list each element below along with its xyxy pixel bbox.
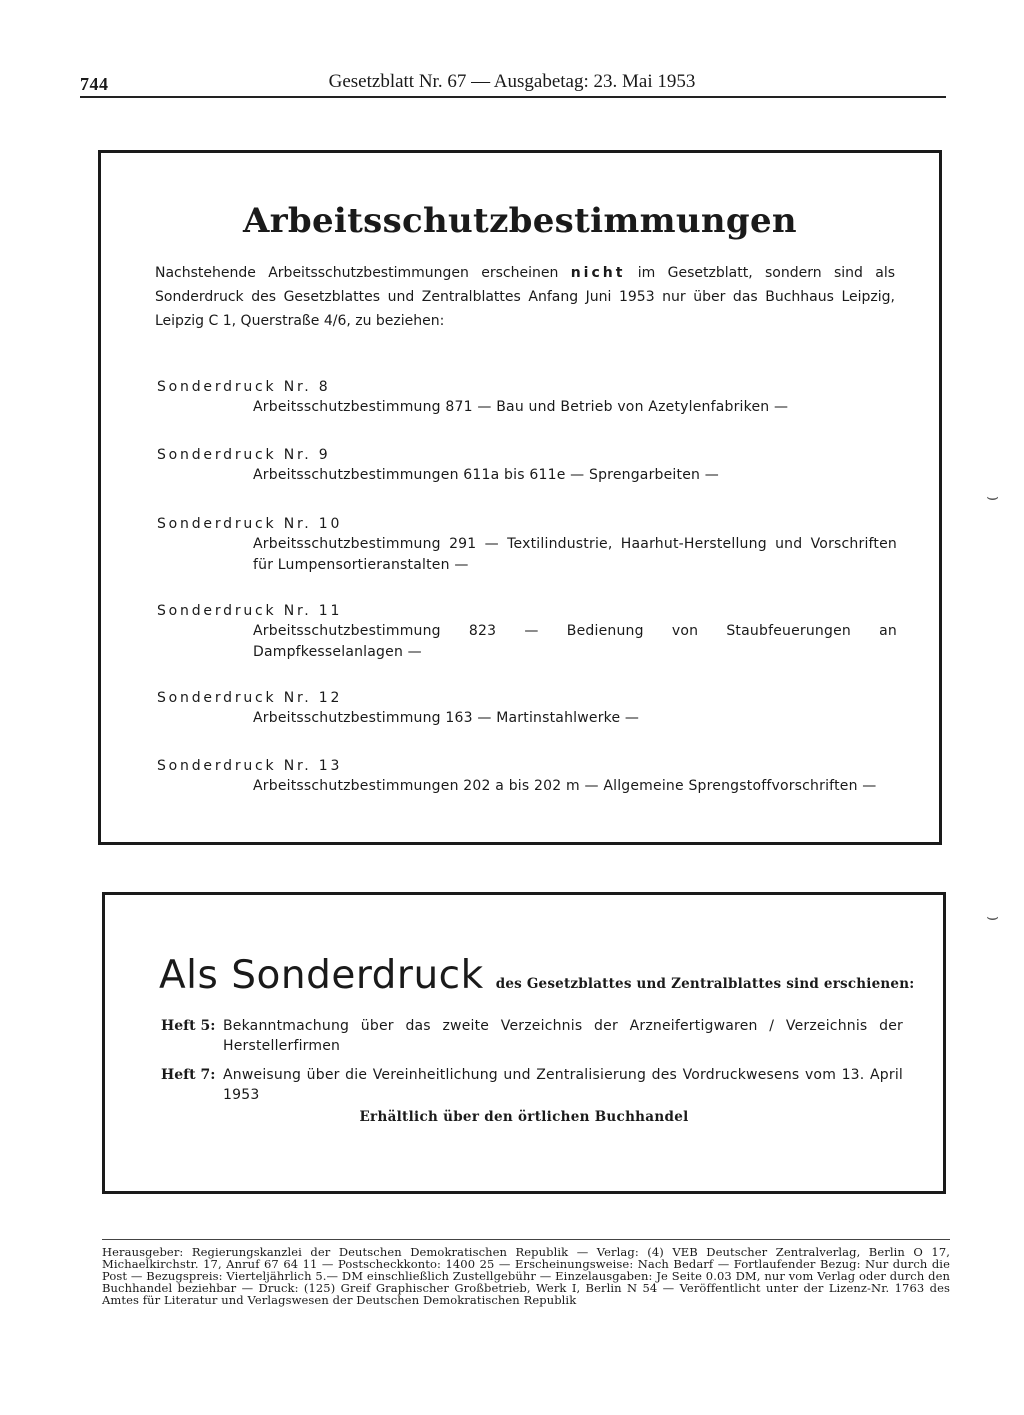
special-print-description: Arbeitsschutzbestimmung 823 — Bedienung von Staubfeuerungen an Dampfkesselanlagen — <box>253 623 897 660</box>
special-print-entry <box>157 377 897 418</box>
header-rule <box>80 96 946 98</box>
issue-label: Heft 5: <box>161 1018 216 1034</box>
special-print-label: Sonderdruck Nr. 8 <box>157 379 331 395</box>
special-print-entry <box>157 688 897 729</box>
intro-text-before: Nachstehende Arbeitsschutzbestimmungen erscheinen <box>155 265 559 281</box>
special-print-description: Arbeitsschutzbestimmung 871 — Bau und Betrieb von Azetylenfabriken — <box>253 399 789 415</box>
safety-regulations-notice <box>98 150 942 845</box>
issue-label: Heft 7: <box>161 1067 216 1083</box>
margin-mark: ⌣ <box>986 904 1000 928</box>
special-print-label: Sonderdruck Nr. 13 <box>157 758 343 774</box>
special-print-description: Arbeitsschutzbestimmungen 202 a bis 202 m — Allgemeine Sprengstoffvorschriften — <box>253 778 877 794</box>
issue-entry <box>161 1065 903 1105</box>
announcement-heading-small: des Gesetzblattes und Zentralblattes sind erschienen: <box>495 976 915 992</box>
issue-entry <box>161 1016 903 1056</box>
running-header: Gesetzblatt Nr. 67 — Ausgabetag: 23. Mai 1953 <box>328 71 696 92</box>
footer-rule <box>102 1239 950 1240</box>
special-print-announcement <box>102 892 946 1194</box>
intro-text-after: im Gesetzblatt, sondern sind als Sonderdruck des Gesetzblattes und Zentralblattes Anfang Juni 1953 nur über das Buchhaus Leipzig, Leipzig C 1, Querstraße 4/6, zu beziehen: <box>155 265 896 329</box>
special-print-description: Arbeitsschutzbestimmung 291 — Textilindustrie, Haarhut-Herstellung und Vorschriften für Lumpensortieranstalten — <box>253 536 897 573</box>
announcement-heading <box>159 953 914 998</box>
notice-title: Arbeitsschutzbestimmungen <box>243 201 797 241</box>
special-print-entry <box>157 756 897 797</box>
notice-intro <box>155 261 895 333</box>
availability-note: Erhältlich über den örtlichen Buchhandel <box>359 1109 689 1125</box>
special-print-label: Sonderdruck Nr. 9 <box>157 447 331 463</box>
special-print-entry <box>157 514 897 576</box>
special-print-label: Sonderdruck Nr. 10 <box>157 516 343 532</box>
special-print-entry <box>157 601 897 663</box>
special-print-description: Arbeitsschutzbestimmungen 611a bis 611e — Sprengarbeiten — <box>253 467 719 483</box>
margin-mark: ⌣ <box>986 484 1000 508</box>
page-number: 744 <box>80 74 109 94</box>
issue-text: Bekanntmachung über das zweite Verzeichnis der Arzneifertigwaren / Verzeichnis der Herstellerfirmen <box>223 1018 903 1054</box>
special-print-entry <box>157 445 897 486</box>
intro-emphasis: nicht <box>570 265 626 281</box>
special-print-description: Arbeitsschutzbestimmung 163 — Martinstahlwerke — <box>253 710 640 726</box>
issue-text: Anweisung über die Vereinheitlichung und Zentralisierung des Vordruckwesens vom 13. April 1953 <box>223 1067 903 1103</box>
announcement-heading-large: Als Sonderdruck <box>159 953 484 998</box>
publisher-imprint: Herausgeber: Regierungskanzlei der Deutschen Demokratischen Republik — Verlag: (4) VEB Deutscher Zentralverlag, Berlin O 17, Michaelkirchstr. 17, Anruf 67 64 11 — Postscheckkonto: 1400 25 — Erscheinungsweise: Nach Bedarf — Fortlaufender Bezug: Nur durch die Post — Bezugspreis: Vierteljährlich 5.— DM einschließlich Zustellgebühr — Einzelausgaben: Je Seite 0.03 DM, nur vom Verlag oder durch den Buchhandel beziehbar — Druck: (125) Greif Graphischer Großbetrieb, Werk I, Berlin N 54 — Veröffentlicht unter der Lizenz-Nr. 1763 des Amtes für Literatur und Verlagswesen der Deutschen Demokratischen Republik <box>102 1245 950 1307</box>
special-print-label: Sonderdruck Nr. 12 <box>157 690 343 706</box>
special-print-label: Sonderdruck Nr. 11 <box>157 603 343 619</box>
